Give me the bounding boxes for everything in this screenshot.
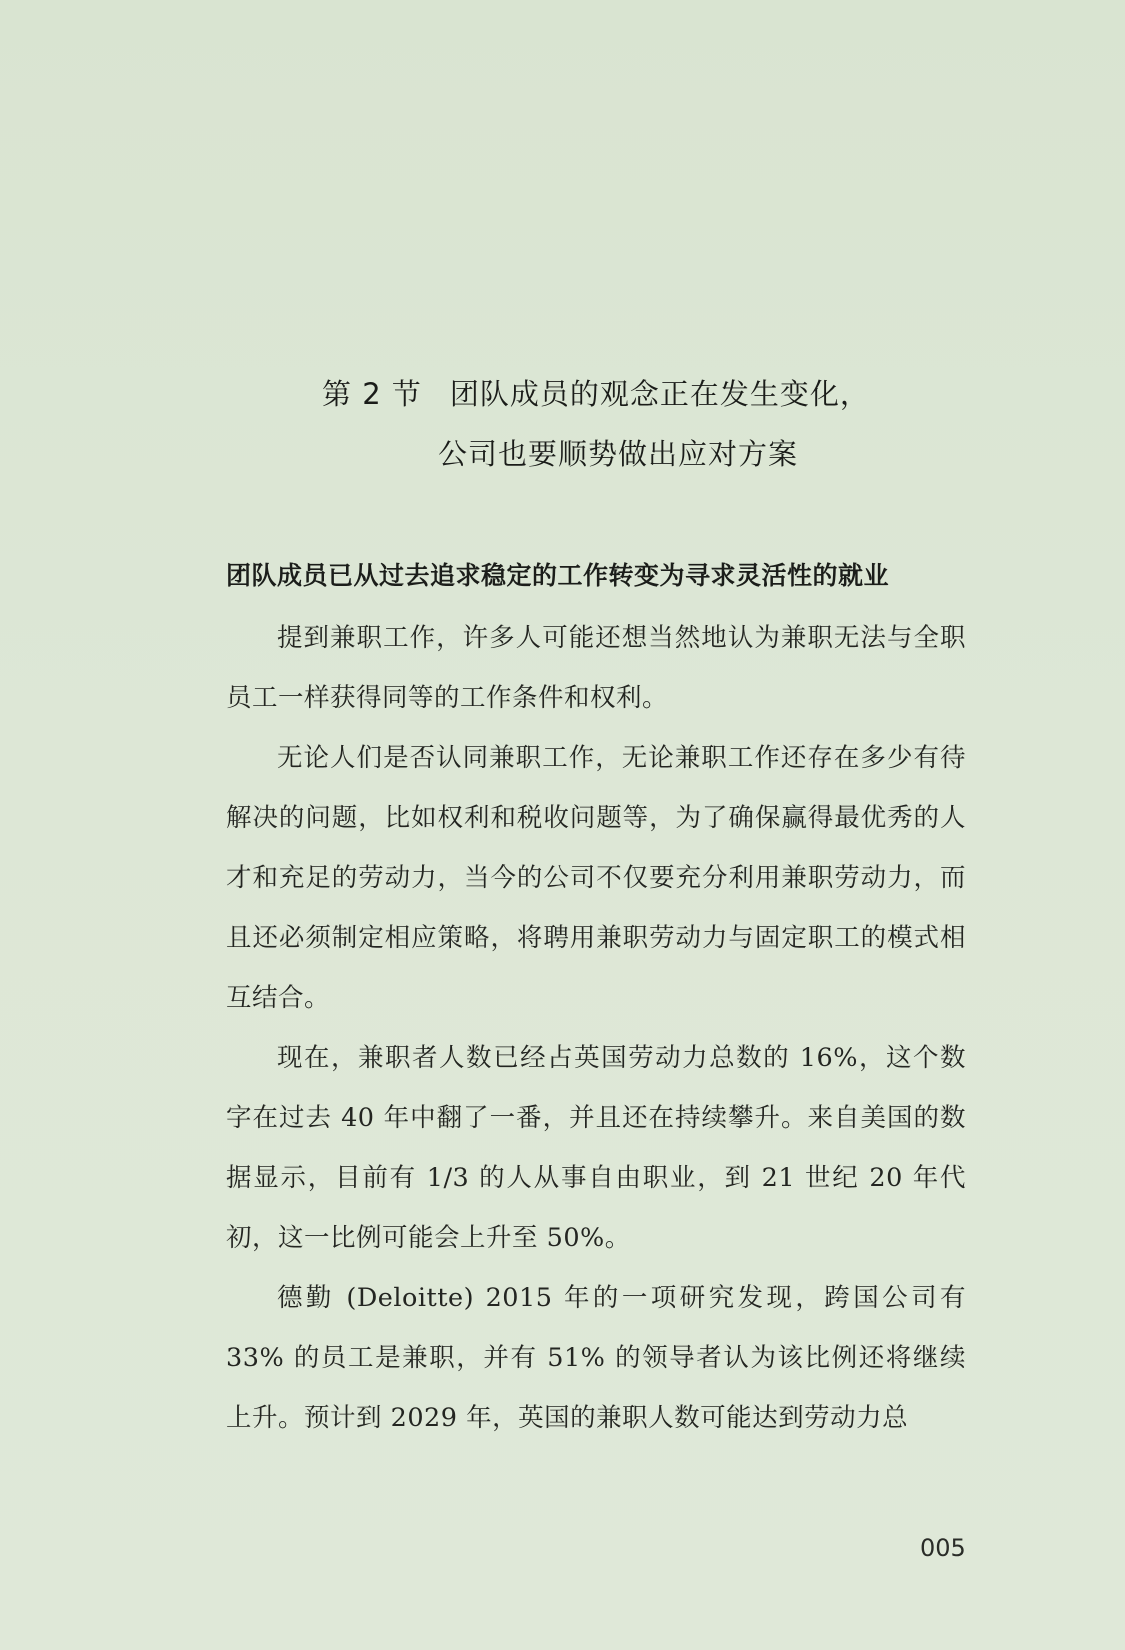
paragraph-2: 无论人们是否认同兼职工作，无论兼职工作还存在多少有待解决的问题，比如权利和税收问题等，为了确保赢得最优秀的人才和充足的劳动力，当今的公司不仅要充分利用兼职劳动力，而且还必须制定相应策略，将聘用兼职劳动力与固定职工的模式相互结合。 xyxy=(226,743,966,1013)
section-title-line-1 xyxy=(322,374,1042,414)
body-text xyxy=(226,608,966,1448)
section-title-text-2: 公司也要顺势做出应对方案 xyxy=(438,437,799,471)
section-title-line-2 xyxy=(438,434,1038,474)
paragraph-3: 现在，兼职者人数已经占英国劳动力总数的 16%，这个数字在过去 40 年中翻了一番，并且还在持续攀升。来自美国的数据显示，目前有 1/3 的人从事自由职业，到 21 世纪 20 年代初，这一比例可能会上升至 50%。 xyxy=(226,1043,966,1253)
paragraph-4: 德勤 (Deloitte) 2015 年的一项研究发现，跨国公司有 33% 的员工是兼职，并有 51% 的领导者认为该比例还将继续上升。预计到 2029 年，英国的兼职人数可能达到劳动力总 xyxy=(226,1283,966,1433)
page-number: 005 xyxy=(920,1534,966,1562)
section-title-text-1: 团队成员的观念正在发生变化， xyxy=(449,377,870,411)
paragraph-1: 提到兼职工作，许多人可能还想当然地认为兼职无法与全职员工一样获得同等的工作条件和权利。 xyxy=(226,623,966,713)
section-number: 第 2 节 xyxy=(322,377,422,411)
subheading: 团队成员已从过去追求稳定的工作转变为寻求灵活性的就业 xyxy=(226,561,890,590)
